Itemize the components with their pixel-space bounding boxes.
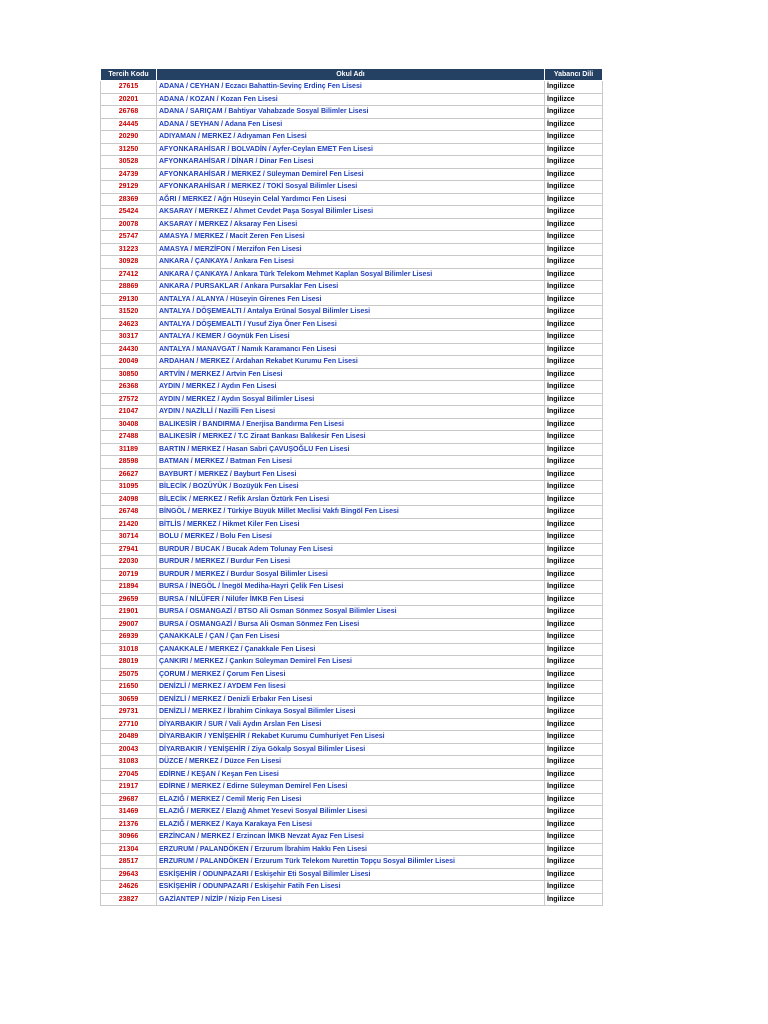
tercih-kodu-cell: 25747 bbox=[101, 231, 157, 244]
yabanci-dili-cell: İngilizce bbox=[545, 531, 603, 544]
tercih-kodu-cell: 24739 bbox=[101, 168, 157, 181]
okul-adi-cell: ANTALYA / MANAVGAT / Namık Karamancı Fen Lisesi bbox=[157, 343, 545, 356]
yabanci-dili-cell: İngilizce bbox=[545, 493, 603, 506]
tercih-kodu-cell: 20719 bbox=[101, 568, 157, 581]
tercih-kodu-cell: 31469 bbox=[101, 806, 157, 819]
okul-adi-cell: BURSA / OSMANGAZİ / Bursa Ali Osman Sönmez Fen Lisesi bbox=[157, 618, 545, 631]
yabanci-dili-cell: İngilizce bbox=[545, 218, 603, 231]
yabanci-dili-cell: İngilizce bbox=[545, 131, 603, 144]
yabanci-dili-cell: İngilizce bbox=[545, 418, 603, 431]
tercih-kodu-cell: 21894 bbox=[101, 581, 157, 594]
yabanci-dili-cell: İngilizce bbox=[545, 706, 603, 719]
okul-adi-cell: BARTIN / MERKEZ / Hasan Sabri ÇAVUŞOĞLU Fen Lisesi bbox=[157, 443, 545, 456]
table-row bbox=[101, 756, 603, 769]
table-row bbox=[101, 631, 603, 644]
table-row bbox=[101, 181, 603, 194]
yabanci-dili-cell: İngilizce bbox=[545, 293, 603, 306]
okul-adi-cell: ADANA / SEYHAN / Adana Fen Lisesi bbox=[157, 118, 545, 131]
tercih-kodu-cell: 29130 bbox=[101, 293, 157, 306]
okul-adi-cell: ANKARA / ÇANKAYA / Ankara Türk Telekom Mehmet Kaplan Sosyal Bilimler Lisesi bbox=[157, 268, 545, 281]
tercih-kodu-cell: 24626 bbox=[101, 881, 157, 894]
okul-adi-cell: BATMAN / MERKEZ / Batman Fen Lisesi bbox=[157, 456, 545, 469]
tercih-kodu-cell: 31189 bbox=[101, 443, 157, 456]
yabanci-dili-cell: İngilizce bbox=[545, 393, 603, 406]
table-row bbox=[101, 893, 603, 906]
table-row bbox=[101, 843, 603, 856]
yabanci-dili-cell: İngilizce bbox=[545, 243, 603, 256]
okul-adi-cell: BİTLİS / MERKEZ / Hikmet Kiler Fen Lisesi bbox=[157, 518, 545, 531]
okul-adi-cell: ANTALYA / KEMER / Göynük Fen Lisesi bbox=[157, 331, 545, 344]
table-row bbox=[101, 518, 603, 531]
tercih-kodu-cell: 30928 bbox=[101, 256, 157, 269]
tercih-kodu-cell: 26368 bbox=[101, 381, 157, 394]
table-row bbox=[101, 293, 603, 306]
okul-adi-cell: ESKİŞEHİR / ODUNPAZARI / Eskişehir Eti Sosyal Bilimler Lisesi bbox=[157, 868, 545, 881]
yabanci-dili-cell: İngilizce bbox=[545, 168, 603, 181]
table-row bbox=[101, 881, 603, 894]
tercih-kodu-cell: 26627 bbox=[101, 468, 157, 481]
table-row bbox=[101, 531, 603, 544]
yabanci-dili-cell: İngilizce bbox=[545, 543, 603, 556]
table-row bbox=[101, 81, 603, 94]
yabanci-dili-cell: İngilizce bbox=[545, 443, 603, 456]
tercih-kodu-cell: 20201 bbox=[101, 93, 157, 106]
yabanci-dili-cell: İngilizce bbox=[545, 143, 603, 156]
header-okul-adi: Okul Adı bbox=[157, 69, 545, 81]
tercih-kodu-cell: 23827 bbox=[101, 893, 157, 906]
okul-adi-cell: BİLECİK / BOZÜYÜK / Bozüyük Fen Lisesi bbox=[157, 481, 545, 494]
okul-adi-cell: GAZİANTEP / NİZİP / Nizip Fen Lisesi bbox=[157, 893, 545, 906]
yabanci-dili-cell: İngilizce bbox=[545, 106, 603, 119]
okul-adi-cell: ADANA / KOZAN / Kozan Fen Lisesi bbox=[157, 93, 545, 106]
tercih-kodu-cell: 28369 bbox=[101, 193, 157, 206]
tercih-kodu-cell: 28869 bbox=[101, 281, 157, 294]
tercih-kodu-cell: 20043 bbox=[101, 743, 157, 756]
yabanci-dili-cell: İngilizce bbox=[545, 606, 603, 619]
tercih-kodu-cell: 26768 bbox=[101, 106, 157, 119]
tercih-kodu-cell: 31250 bbox=[101, 143, 157, 156]
okul-adi-cell: ANKARA / ÇANKAYA / Ankara Fen Lisesi bbox=[157, 256, 545, 269]
yabanci-dili-cell: İngilizce bbox=[545, 356, 603, 369]
okul-adi-cell: AFYONKARAHİSAR / BOLVADİN / Ayfer-Ceylan EMET Fen Lisesi bbox=[157, 143, 545, 156]
yabanci-dili-cell: İngilizce bbox=[545, 881, 603, 894]
yabanci-dili-cell: İngilizce bbox=[545, 306, 603, 319]
yabanci-dili-cell: İngilizce bbox=[545, 406, 603, 419]
okul-adi-cell: ERZURUM / PALANDÖKEN / Erzurum Türk Telekom Nurettin Topçu Sosyal Bilimler Lisesi bbox=[157, 856, 545, 869]
yabanci-dili-cell: İngilizce bbox=[545, 468, 603, 481]
table-row bbox=[101, 218, 603, 231]
table-row bbox=[101, 768, 603, 781]
table-row bbox=[101, 781, 603, 794]
tercih-kodu-cell: 21917 bbox=[101, 781, 157, 794]
table-row bbox=[101, 143, 603, 156]
yabanci-dili-cell: İngilizce bbox=[545, 806, 603, 819]
table-row bbox=[101, 206, 603, 219]
table-row bbox=[101, 131, 603, 144]
tercih-kodu-cell: 31520 bbox=[101, 306, 157, 319]
tercih-kodu-cell: 26748 bbox=[101, 506, 157, 519]
table-row bbox=[101, 381, 603, 394]
yabanci-dili-cell: İngilizce bbox=[545, 681, 603, 694]
table-header-row bbox=[101, 69, 603, 81]
okul-adi-cell: BALIKESİR / BANDIRMA / Enerjisa Bandırma Fen Lisesi bbox=[157, 418, 545, 431]
yabanci-dili-cell: İngilizce bbox=[545, 731, 603, 744]
tercih-kodu-cell: 21376 bbox=[101, 818, 157, 831]
tercih-kodu-cell: 27045 bbox=[101, 768, 157, 781]
tercih-kodu-cell: 25424 bbox=[101, 206, 157, 219]
tercih-kodu-cell: 27412 bbox=[101, 268, 157, 281]
okul-adi-cell: ELAZIĞ / MERKEZ / Cemil Meriç Fen Lisesi bbox=[157, 793, 545, 806]
table-row bbox=[101, 868, 603, 881]
okul-adi-cell: ERZİNCAN / MERKEZ / Erzincan İMKB Nevzat Ayaz Fen Lisesi bbox=[157, 831, 545, 844]
tercih-kodu-cell: 31083 bbox=[101, 756, 157, 769]
school-table bbox=[100, 68, 603, 906]
okul-adi-cell: ERZURUM / PALANDÖKEN / Erzurum İbrahim Hakkı Fen Lisesi bbox=[157, 843, 545, 856]
yabanci-dili-cell: İngilizce bbox=[545, 93, 603, 106]
yabanci-dili-cell: İngilizce bbox=[545, 568, 603, 581]
okul-adi-cell: ARTVİN / MERKEZ / Artvin Fen Lisesi bbox=[157, 368, 545, 381]
yabanci-dili-cell: İngilizce bbox=[545, 843, 603, 856]
table-row bbox=[101, 406, 603, 419]
okul-adi-cell: ÇANAKKALE / MERKEZ / Çanakkale Fen Lisesi bbox=[157, 643, 545, 656]
table-row bbox=[101, 593, 603, 606]
tercih-kodu-cell: 20489 bbox=[101, 731, 157, 744]
table-row bbox=[101, 481, 603, 494]
yabanci-dili-cell: İngilizce bbox=[545, 768, 603, 781]
okul-adi-cell: AKSARAY / MERKEZ / Ahmet Cevdet Paşa Sosyal Bilimler Lisesi bbox=[157, 206, 545, 219]
tercih-kodu-cell: 30317 bbox=[101, 331, 157, 344]
okul-adi-cell: AKSARAY / MERKEZ / Aksaray Fen Lisesi bbox=[157, 218, 545, 231]
tercih-kodu-cell: 24445 bbox=[101, 118, 157, 131]
yabanci-dili-cell: İngilizce bbox=[545, 856, 603, 869]
tercih-kodu-cell: 30528 bbox=[101, 156, 157, 169]
tercih-kodu-cell: 25075 bbox=[101, 668, 157, 681]
yabanci-dili-cell: İngilizce bbox=[545, 331, 603, 344]
table-row bbox=[101, 706, 603, 719]
table-row bbox=[101, 806, 603, 819]
tercih-kodu-cell: 24098 bbox=[101, 493, 157, 506]
okul-adi-cell: AYDIN / MERKEZ / Aydın Sosyal Bilimler Lisesi bbox=[157, 393, 545, 406]
okul-adi-cell: BURSA / OSMANGAZİ / BTSO Ali Osman Sönmez Sosyal Bilimler Lisesi bbox=[157, 606, 545, 619]
yabanci-dili-cell: İngilizce bbox=[545, 506, 603, 519]
table-row bbox=[101, 793, 603, 806]
yabanci-dili-cell: İngilizce bbox=[545, 518, 603, 531]
tercih-kodu-cell: 31223 bbox=[101, 243, 157, 256]
table-row bbox=[101, 431, 603, 444]
okul-adi-cell: BURSA / NİLÜFER / Nilüfer İMKB Fen Lisesi bbox=[157, 593, 545, 606]
table-row bbox=[101, 231, 603, 244]
okul-adi-cell: AYDIN / MERKEZ / Aydın Fen Lisesi bbox=[157, 381, 545, 394]
table-row bbox=[101, 568, 603, 581]
okul-adi-cell: DÜZCE / MERKEZ / Düzce Fen Lisesi bbox=[157, 756, 545, 769]
table-row bbox=[101, 606, 603, 619]
yabanci-dili-cell: İngilizce bbox=[545, 318, 603, 331]
table-row bbox=[101, 681, 603, 694]
tercih-kodu-cell: 29659 bbox=[101, 593, 157, 606]
table-row bbox=[101, 581, 603, 594]
tercih-kodu-cell: 28598 bbox=[101, 456, 157, 469]
tercih-kodu-cell: 24623 bbox=[101, 318, 157, 331]
yabanci-dili-cell: İngilizce bbox=[545, 693, 603, 706]
tercih-kodu-cell: 29643 bbox=[101, 868, 157, 881]
tercih-kodu-cell: 28019 bbox=[101, 656, 157, 669]
yabanci-dili-cell: İngilizce bbox=[545, 593, 603, 606]
tercih-kodu-cell: 27615 bbox=[101, 81, 157, 94]
tercih-kodu-cell: 21304 bbox=[101, 843, 157, 856]
table-row bbox=[101, 393, 603, 406]
okul-adi-cell: EDİRNE / MERKEZ / Edirne Süleyman Demirel Fen Lisesi bbox=[157, 781, 545, 794]
okul-adi-cell: ADANA / SARIÇAM / Bahtiyar Vahabzade Sosyal Bilimler Lisesi bbox=[157, 106, 545, 119]
table-row bbox=[101, 493, 603, 506]
yabanci-dili-cell: İngilizce bbox=[545, 793, 603, 806]
table-row bbox=[101, 368, 603, 381]
tercih-kodu-cell: 27710 bbox=[101, 718, 157, 731]
table-row bbox=[101, 356, 603, 369]
table-row bbox=[101, 281, 603, 294]
okul-adi-cell: DENİZLİ / MERKEZ / Denizli Erbakır Fen Lisesi bbox=[157, 693, 545, 706]
table-row bbox=[101, 318, 603, 331]
yabanci-dili-cell: İngilizce bbox=[545, 743, 603, 756]
okul-adi-cell: BİLECİK / MERKEZ / Refik Arslan Öztürk Fen Lisesi bbox=[157, 493, 545, 506]
okul-adi-cell: DENİZLİ / MERKEZ / AYDEM Fen lisesi bbox=[157, 681, 545, 694]
okul-adi-cell: EDİRNE / KEŞAN / Keşan Fen Lisesi bbox=[157, 768, 545, 781]
tercih-kodu-cell: 27572 bbox=[101, 393, 157, 406]
table-row bbox=[101, 468, 603, 481]
yabanci-dili-cell: İngilizce bbox=[545, 381, 603, 394]
yabanci-dili-cell: İngilizce bbox=[545, 631, 603, 644]
tercih-kodu-cell: 30408 bbox=[101, 418, 157, 431]
table-row bbox=[101, 543, 603, 556]
tercih-kodu-cell: 30714 bbox=[101, 531, 157, 544]
table-row bbox=[101, 331, 603, 344]
tercih-kodu-cell: 30659 bbox=[101, 693, 157, 706]
okul-adi-cell: AMASYA / MERKEZ / Macit Zeren Fen Lisesi bbox=[157, 231, 545, 244]
tercih-kodu-cell: 27941 bbox=[101, 543, 157, 556]
okul-adi-cell: AYDIN / NAZİLLİ / Nazilli Fen Lisesi bbox=[157, 406, 545, 419]
okul-adi-cell: ELAZIĞ / MERKEZ / Elazığ Ahmet Yesevi Sosyal Bilimler Lisesi bbox=[157, 806, 545, 819]
okul-adi-cell: BİNGÖL / MERKEZ / Türkiye Büyük Millet Meclisi Vakfı Bingöl Fen Lisesi bbox=[157, 506, 545, 519]
yabanci-dili-cell: İngilizce bbox=[545, 431, 603, 444]
tercih-kodu-cell: 21650 bbox=[101, 681, 157, 694]
yabanci-dili-cell: İngilizce bbox=[545, 643, 603, 656]
tercih-kodu-cell: 21420 bbox=[101, 518, 157, 531]
table-row bbox=[101, 818, 603, 831]
table-row bbox=[101, 668, 603, 681]
tercih-kodu-cell: 29687 bbox=[101, 793, 157, 806]
tercih-kodu-cell: 30966 bbox=[101, 831, 157, 844]
okul-adi-cell: BURDUR / MERKEZ / Burdur Fen Lisesi bbox=[157, 556, 545, 569]
yabanci-dili-cell: İngilizce bbox=[545, 893, 603, 906]
tercih-kodu-cell: 29129 bbox=[101, 181, 157, 194]
table-row bbox=[101, 456, 603, 469]
okul-adi-cell: BAYBURT / MERKEZ / Bayburt Fen Lisesi bbox=[157, 468, 545, 481]
table-row bbox=[101, 618, 603, 631]
okul-adi-cell: ANKARA / PURSAKLAR / Ankara Pursaklar Fen Lisesi bbox=[157, 281, 545, 294]
table-row bbox=[101, 306, 603, 319]
yabanci-dili-cell: İngilizce bbox=[545, 656, 603, 669]
okul-adi-cell: AĞRI / MERKEZ / Ağrı Hüseyin Celal Yardımcı Fen Lisesi bbox=[157, 193, 545, 206]
table-row bbox=[101, 443, 603, 456]
table-row bbox=[101, 168, 603, 181]
tercih-kodu-cell: 24430 bbox=[101, 343, 157, 356]
table-row bbox=[101, 743, 603, 756]
okul-adi-cell: BURDUR / MERKEZ / Burdur Sosyal Bilimler Lisesi bbox=[157, 568, 545, 581]
yabanci-dili-cell: İngilizce bbox=[545, 256, 603, 269]
yabanci-dili-cell: İngilizce bbox=[545, 668, 603, 681]
okul-adi-cell: BURDUR / BUCAK / Bucak Adem Tolunay Fen Lisesi bbox=[157, 543, 545, 556]
yabanci-dili-cell: İngilizce bbox=[545, 268, 603, 281]
table-row bbox=[101, 268, 603, 281]
okul-adi-cell: DİYARBAKIR / YENİŞEHİR / Rekabet Kurumu Cumhuriyet Fen Lisesi bbox=[157, 731, 545, 744]
table-row bbox=[101, 506, 603, 519]
table-row bbox=[101, 343, 603, 356]
yabanci-dili-cell: İngilizce bbox=[545, 118, 603, 131]
tercih-kodu-cell: 26939 bbox=[101, 631, 157, 644]
yabanci-dili-cell: İngilizce bbox=[545, 456, 603, 469]
yabanci-dili-cell: İngilizce bbox=[545, 343, 603, 356]
tercih-kodu-cell: 20078 bbox=[101, 218, 157, 231]
okul-adi-cell: AFYONKARAHİSAR / MERKEZ / Süleyman Demirel Fen Lisesi bbox=[157, 168, 545, 181]
tercih-kodu-cell: 28517 bbox=[101, 856, 157, 869]
okul-adi-cell: ADIYAMAN / MERKEZ / Adıyaman Fen Lisesi bbox=[157, 131, 545, 144]
yabanci-dili-cell: İngilizce bbox=[545, 581, 603, 594]
yabanci-dili-cell: İngilizce bbox=[545, 481, 603, 494]
okul-adi-cell: BURSA / İNEGÖL / İnegöl Mediha-Hayri Çelik Fen Lisesi bbox=[157, 581, 545, 594]
okul-adi-cell: AFYONKARAHİSAR / MERKEZ / TOKİ Sosyal Bilimler Lisesi bbox=[157, 181, 545, 194]
okul-adi-cell: ÇANKIRI / MERKEZ / Çankırı Süleyman Demirel Fen Lisesi bbox=[157, 656, 545, 669]
okul-adi-cell: DİYARBAKIR / YENİŞEHİR / Ziya Gökalp Sosyal Bilimler Lisesi bbox=[157, 743, 545, 756]
table-row bbox=[101, 93, 603, 106]
tercih-kodu-cell: 29007 bbox=[101, 618, 157, 631]
yabanci-dili-cell: İngilizce bbox=[545, 818, 603, 831]
table-row bbox=[101, 718, 603, 731]
tercih-kodu-cell: 30850 bbox=[101, 368, 157, 381]
yabanci-dili-cell: İngilizce bbox=[545, 193, 603, 206]
yabanci-dili-cell: İngilizce bbox=[545, 156, 603, 169]
okul-adi-cell: ESKİŞEHİR / ODUNPAZARI / Eskişehir Fatih Fen Lisesi bbox=[157, 881, 545, 894]
tercih-kodu-cell: 22030 bbox=[101, 556, 157, 569]
okul-adi-cell: ARDAHAN / MERKEZ / Ardahan Rekabet Kurumu Fen Lisesi bbox=[157, 356, 545, 369]
table-row bbox=[101, 556, 603, 569]
yabanci-dili-cell: İngilizce bbox=[545, 281, 603, 294]
table-row bbox=[101, 106, 603, 119]
table-row bbox=[101, 118, 603, 131]
yabanci-dili-cell: İngilizce bbox=[545, 368, 603, 381]
yabanci-dili-cell: İngilizce bbox=[545, 556, 603, 569]
okul-adi-cell: AFYONKARAHİSAR / DİNAR / Dinar Fen Lisesi bbox=[157, 156, 545, 169]
okul-adi-cell: ANTALYA / ALANYA / Hüseyin Girenes Fen Lisesi bbox=[157, 293, 545, 306]
table-row bbox=[101, 731, 603, 744]
table-row bbox=[101, 693, 603, 706]
tercih-kodu-cell: 21901 bbox=[101, 606, 157, 619]
table-row bbox=[101, 656, 603, 669]
table-row bbox=[101, 243, 603, 256]
yabanci-dili-cell: İngilizce bbox=[545, 81, 603, 94]
okul-adi-cell: ADANA / CEYHAN / Eczacı Bahattin-Sevinç Erdinç Fen Lisesi bbox=[157, 81, 545, 94]
yabanci-dili-cell: İngilizce bbox=[545, 781, 603, 794]
header-tercih-kodu: Tercih Kodu bbox=[101, 69, 157, 81]
okul-adi-cell: BOLU / MERKEZ / Bolu Fen Lisesi bbox=[157, 531, 545, 544]
tercih-kodu-cell: 27488 bbox=[101, 431, 157, 444]
tercih-kodu-cell: 20290 bbox=[101, 131, 157, 144]
table-row bbox=[101, 856, 603, 869]
okul-adi-cell: ÇORUM / MERKEZ / Çorum Fen Lisesi bbox=[157, 668, 545, 681]
table-row bbox=[101, 831, 603, 844]
okul-adi-cell: ANTALYA / DÖŞEMEALTI / Yusuf Ziya Öner Fen Lisesi bbox=[157, 318, 545, 331]
okul-adi-cell: ELAZIĞ / MERKEZ / Kaya Karakaya Fen Lisesi bbox=[157, 818, 545, 831]
okul-adi-cell: DENİZLİ / MERKEZ / İbrahim Cinkaya Sosyal Bilimler Lisesi bbox=[157, 706, 545, 719]
okul-adi-cell: ANTALYA / DÖŞEMEALTI / Antalya Erünal Sosyal Bilimler Lisesi bbox=[157, 306, 545, 319]
table-row bbox=[101, 256, 603, 269]
table-row bbox=[101, 193, 603, 206]
table-row bbox=[101, 418, 603, 431]
okul-adi-cell: BALIKESİR / MERKEZ / T.C Ziraat Bankası Balıkesir Fen Lisesi bbox=[157, 431, 545, 444]
school-table-container bbox=[100, 68, 602, 906]
tercih-kodu-cell: 31095 bbox=[101, 481, 157, 494]
table-row bbox=[101, 643, 603, 656]
okul-adi-cell: AMASYA / MERZİFON / Merzifon Fen Lisesi bbox=[157, 243, 545, 256]
tercih-kodu-cell: 31018 bbox=[101, 643, 157, 656]
yabanci-dili-cell: İngilizce bbox=[545, 831, 603, 844]
okul-adi-cell: ÇANAKKALE / ÇAN / Çan Fen Lisesi bbox=[157, 631, 545, 644]
tercih-kodu-cell: 20049 bbox=[101, 356, 157, 369]
tercih-kodu-cell: 29731 bbox=[101, 706, 157, 719]
yabanci-dili-cell: İngilizce bbox=[545, 868, 603, 881]
okul-adi-cell: DİYARBAKIR / SUR / Vali Aydın Arslan Fen Lisesi bbox=[157, 718, 545, 731]
tercih-kodu-cell: 21047 bbox=[101, 406, 157, 419]
table-row bbox=[101, 156, 603, 169]
yabanci-dili-cell: İngilizce bbox=[545, 206, 603, 219]
yabanci-dili-cell: İngilizce bbox=[545, 618, 603, 631]
yabanci-dili-cell: İngilizce bbox=[545, 718, 603, 731]
yabanci-dili-cell: İngilizce bbox=[545, 181, 603, 194]
yabanci-dili-cell: İngilizce bbox=[545, 231, 603, 244]
yabanci-dili-cell: İngilizce bbox=[545, 756, 603, 769]
header-yabanci-dili: Yabancı Dili bbox=[545, 69, 603, 81]
